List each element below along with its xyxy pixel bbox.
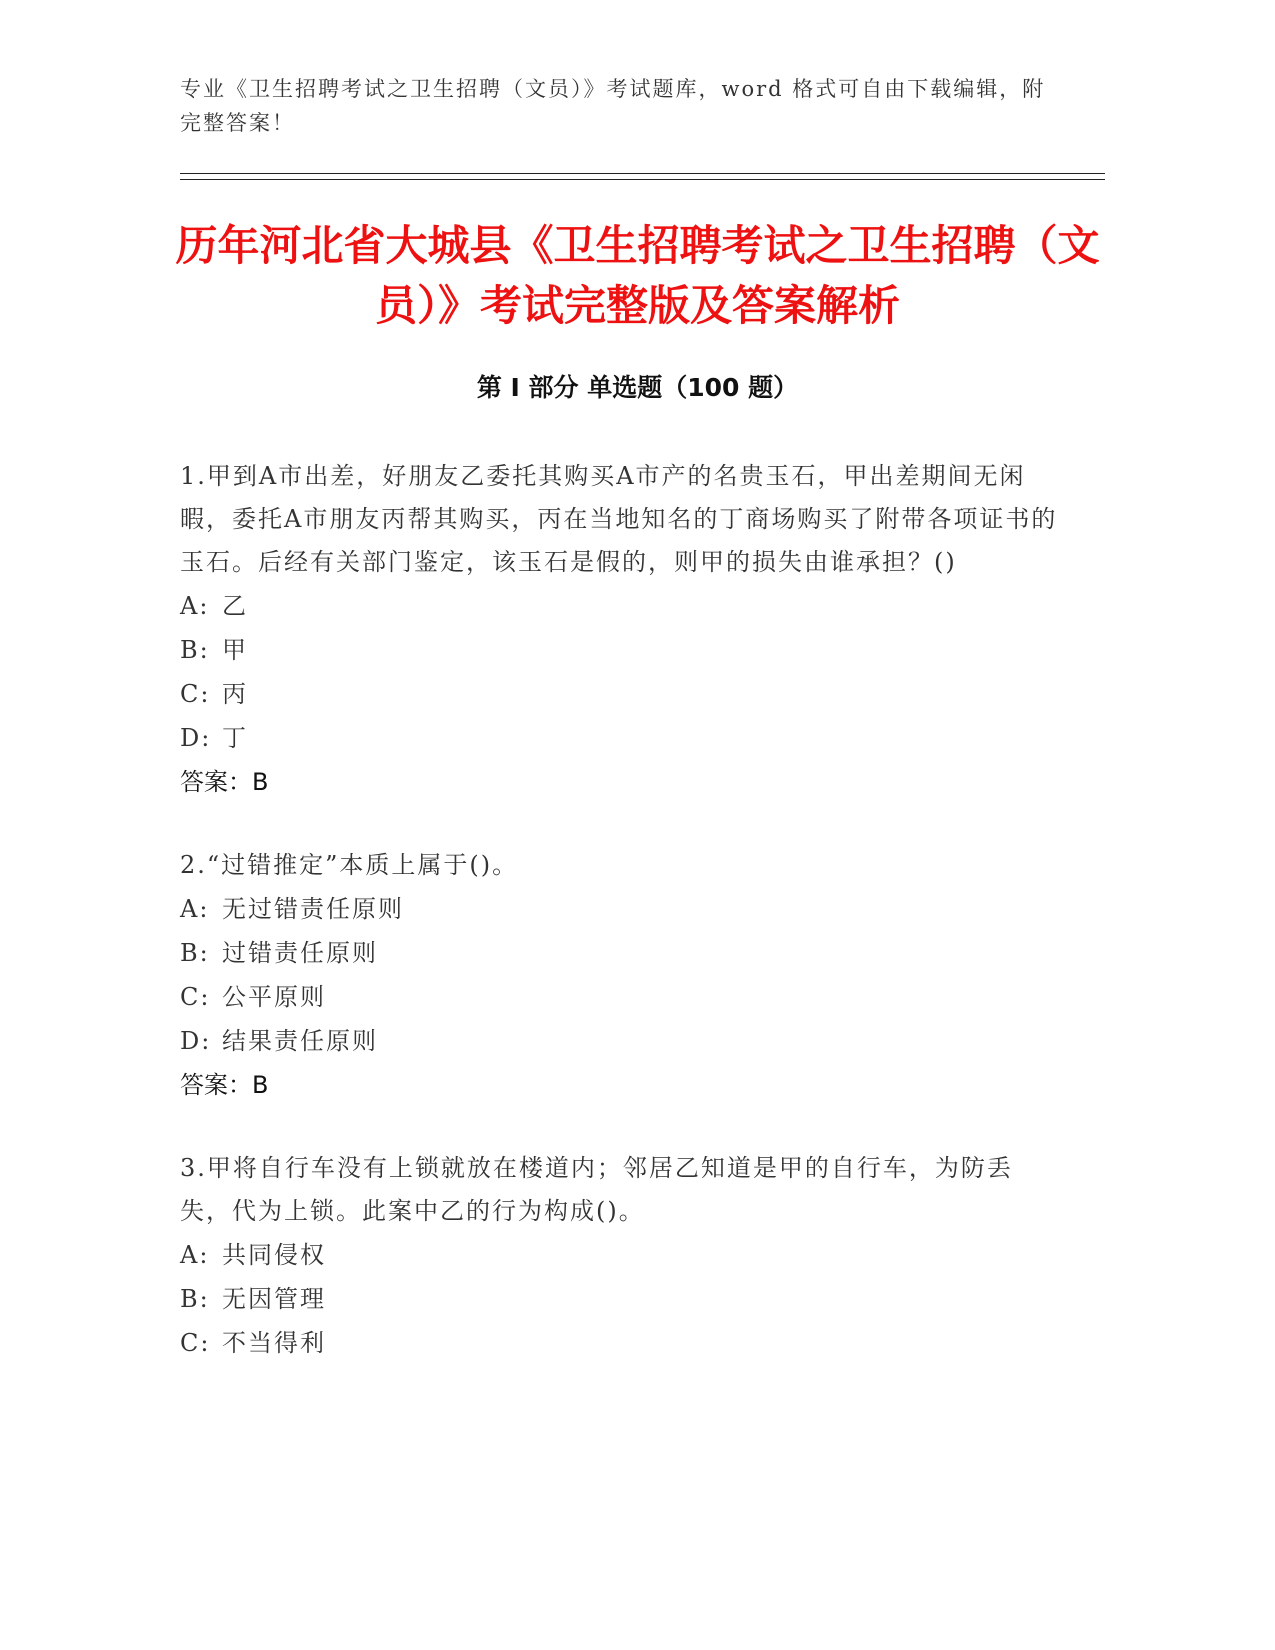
option-text: 不当得利 (222, 1329, 326, 1357)
option-text: 结果责任原则 (222, 1027, 378, 1055)
section-heading: 第 I 部分 单选题（100 题） (476, 373, 799, 402)
option-b (180, 1277, 1060, 1321)
question-list (180, 455, 1060, 1405)
option-b (180, 931, 1060, 975)
option-text: 丙 (222, 680, 248, 708)
question-1 (180, 455, 1060, 804)
option-letter: C: (180, 680, 211, 708)
option-text: 共同侵权 (222, 1241, 326, 1269)
option-letter: B: (180, 636, 210, 664)
option-text: 乙 (222, 592, 248, 620)
document-title: 历年河北省大城县《卫生招聘考试之卫生招聘（文员）》考试完整版及答案解析 (175, 221, 1100, 330)
question-2 (180, 844, 1060, 1107)
option-text: 甲 (222, 636, 248, 664)
option-letter: A: (180, 592, 210, 620)
option-a (180, 584, 1060, 628)
option-letter: C: (180, 983, 211, 1011)
option-letter: C: (180, 1329, 211, 1357)
option-letter: B: (180, 939, 210, 967)
option-text: 丁 (222, 724, 248, 752)
option-a (180, 1233, 1060, 1277)
option-letter: D: (180, 1027, 212, 1055)
option-text: 过错责任原则 (222, 939, 378, 967)
option-c (180, 1321, 1060, 1365)
header-divider-top (180, 173, 1105, 174)
question-stem: 2.“过错推定”本质上属于()。 (180, 851, 519, 879)
option-text: 公平原则 (222, 983, 326, 1011)
page-header-note: 专业《卫生招聘考试之卫生招聘（文员）》考试题库，word 格式可自由下载编辑，附完整答案！ (180, 77, 1046, 135)
option-b (180, 628, 1060, 672)
question-stem: 1.甲到A市出差，好朋友乙委托其购买A市产的名贵玉石，甲出差期间无闲暇，委托A市朋友丙帮其购买，丙在当地知名的丁商场购买了附带各项证书的玉石。后经有关部门鉴定，该玉石是假的，则甲的损失由谁承担？() (180, 462, 1058, 576)
question-stem: 3.甲将自行车没有上锁就放在楼道内；邻居乙知道是甲的自行车，为防丢失，代为上锁。此案中乙的行为构成()。 (180, 1154, 1013, 1225)
answer-line: 答案：B (180, 1071, 269, 1099)
option-c (180, 672, 1060, 716)
option-letter: A: (180, 895, 210, 923)
option-c (180, 975, 1060, 1019)
option-d (180, 1019, 1060, 1063)
question-3 (180, 1147, 1060, 1365)
option-letter: D: (180, 724, 212, 752)
header-divider-bottom (180, 179, 1105, 180)
option-letter: A: (180, 1241, 210, 1269)
option-letter: B: (180, 1285, 210, 1313)
option-text: 无因管理 (222, 1285, 326, 1313)
option-d (180, 716, 1060, 760)
option-text: 无过错责任原则 (222, 895, 404, 923)
option-a (180, 887, 1060, 931)
answer-line: 答案：B (180, 768, 269, 796)
